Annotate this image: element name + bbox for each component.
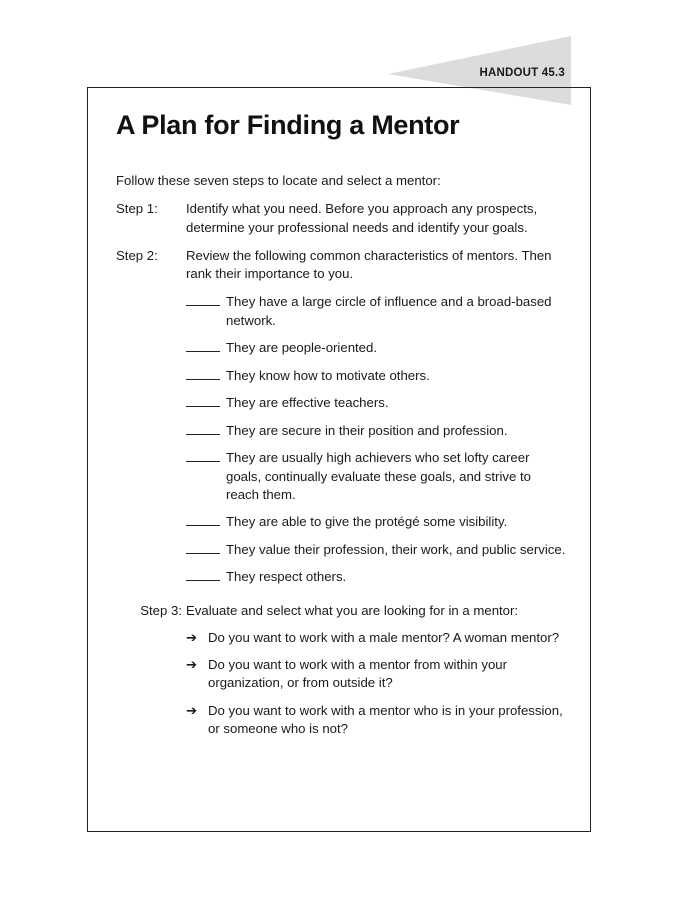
characteristic-text: They are people-oriented. [226,340,378,356]
question-text: Do you want to work with a mentor who is in your profession, or someone who is not? [208,702,563,737]
rank-blank[interactable] [186,513,220,526]
rank-blank[interactable] [186,367,220,380]
question-text: Do you want to work with a male mentor? A woman mentor? [208,629,560,645]
rank-blank[interactable] [186,568,220,581]
step-label: Step 3: [140,602,182,618]
questions-list [186,629,566,738]
arrow-icon: ➔ [186,629,198,645]
rank-blank[interactable] [186,541,220,554]
rank-blank[interactable] [186,394,220,407]
step-3 [116,602,566,620]
characteristic-item [186,339,566,357]
characteristic-item [186,568,566,586]
question-item [186,629,566,647]
characteristic-text: They are able to give the protégé some visibility. [226,514,508,530]
characteristic-item [186,422,566,440]
handout-number: HANDOUT 45.3 [479,67,565,79]
question-item [186,702,566,739]
step-text: Review the following common characteristics of mentors. Then rank their importance to you. [186,247,552,282]
characteristic-text: They are secure in their position and profession. [226,422,508,438]
intro-text: Follow these seven steps to locate and select a mentor: [116,173,441,188]
characteristics-list [186,293,566,586]
characteristic-item [186,449,566,504]
rank-blank[interactable] [186,293,220,306]
question-text: Do you want to work with a mentor from within your organization, or from outside it? [208,657,508,691]
characteristic-text: They respect others. [226,569,347,585]
step-1 [116,200,566,237]
characteristic-item [186,367,566,385]
arrow-icon: ➔ [186,702,198,718]
rank-blank[interactable] [186,422,220,435]
characteristic-text: They know how to motivate others. [226,367,430,383]
characteristic-text: They are effective teachers. [226,395,389,411]
step-label: Step 2: [116,247,158,263]
characteristic-text: They are usually high achievers who set lofty career goals, continually evaluate these goals, and strive to reach them. [226,450,531,502]
rank-blank[interactable] [186,339,220,352]
arrow-icon: ➔ [186,657,198,673]
characteristic-item [186,541,566,559]
characteristic-text: They have a large circle of influence and a broad-based network. [226,294,552,328]
step-2 [116,247,566,284]
step-text: Identify what you need. Before you approach any prospects, determine your professional needs and identify your goals. [186,201,538,235]
step-label: Step 1: [116,201,158,217]
question-item [186,656,566,693]
characteristic-item [186,394,566,412]
characteristic-text: They value their profession, their work, and public service. [226,541,566,557]
step-text: Evaluate and select what you are looking for in a mentor: [186,602,519,618]
handout-body [116,172,566,747]
rank-blank[interactable] [186,449,220,462]
page-title: A Plan for Finding a Mentor [116,110,460,140]
characteristic-item [186,293,566,330]
characteristic-item [186,513,566,531]
